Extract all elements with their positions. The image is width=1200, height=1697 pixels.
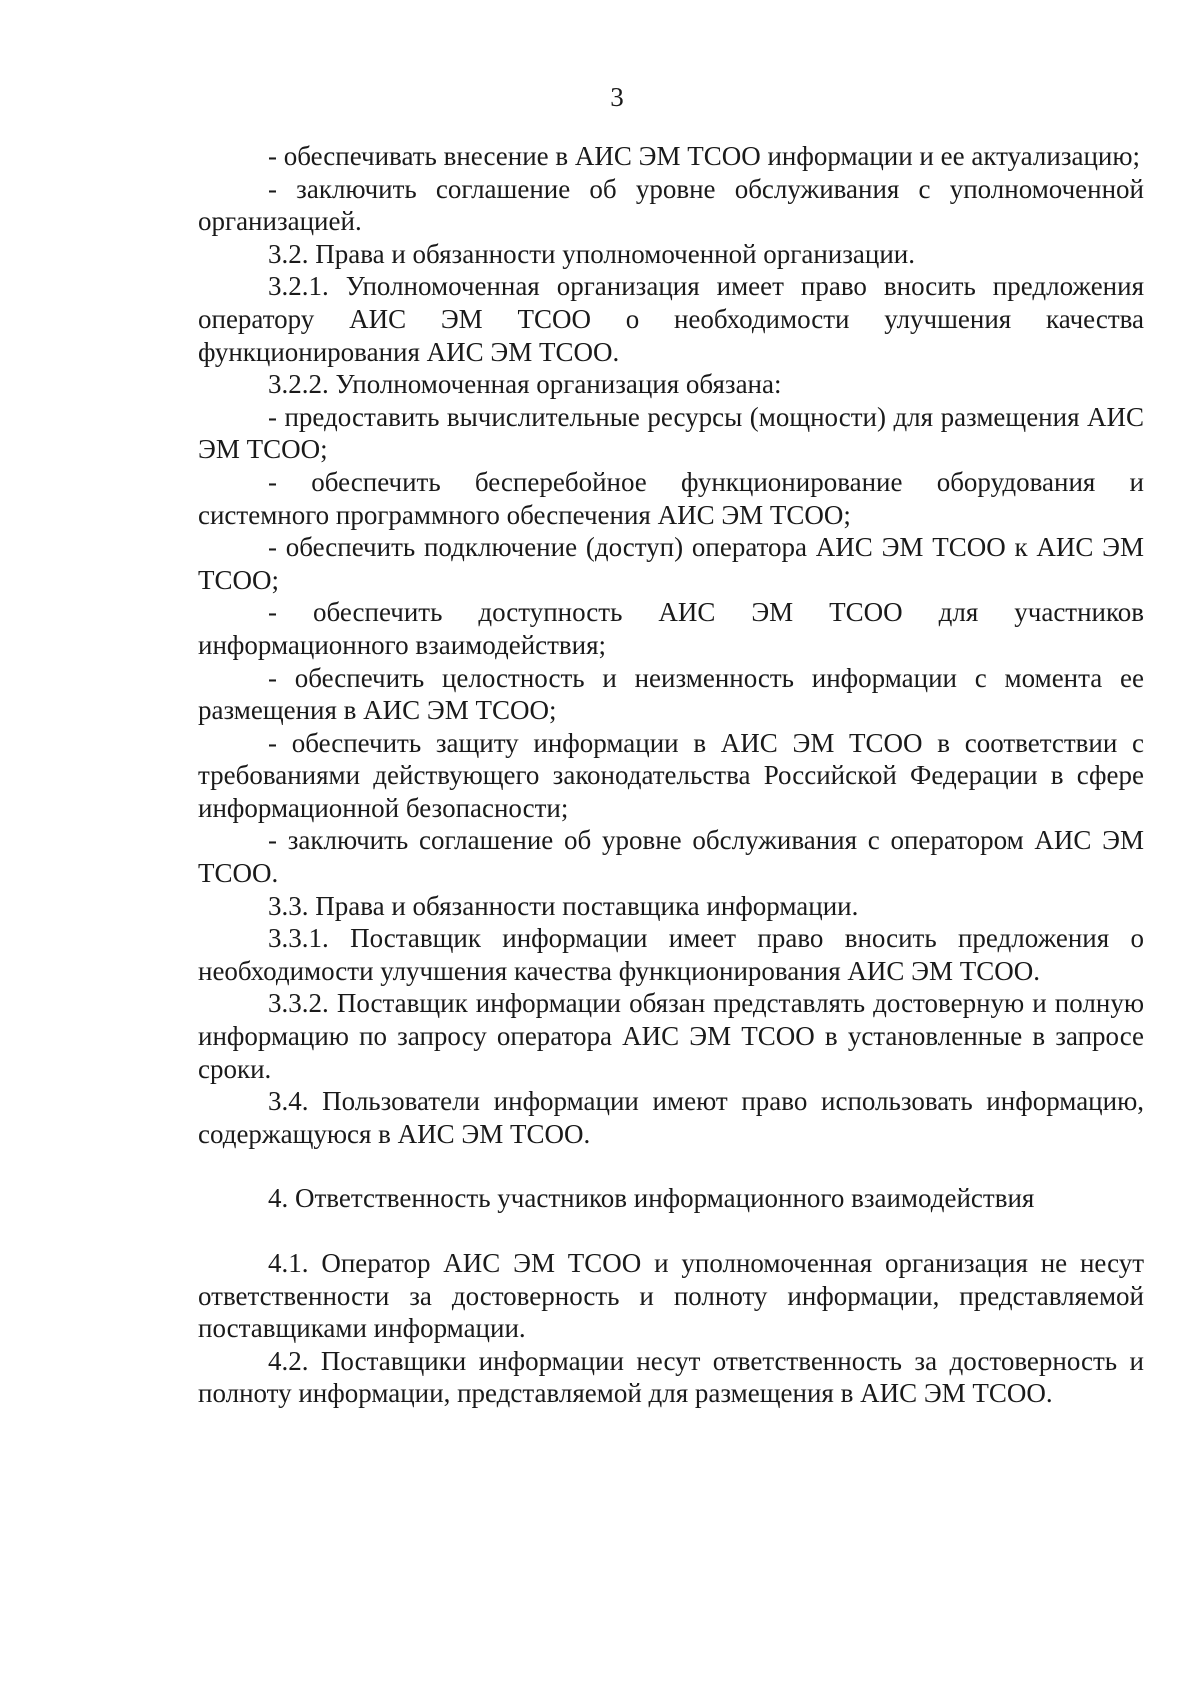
paragraph: 3.3. Права и обязанности поставщика информации. [268, 890, 859, 921]
section-heading: 4. Ответственность участников информационного взаимодействия [268, 1183, 1035, 1214]
paragraph: 4.1. Оператор АИС ЭМ ТСОО и уполномоченная организация не несут ответственности за достоверность и полноту информации, представляемой поставщиками информации. [198, 1248, 1144, 1344]
paragraph: 3.2.2. Уполномоченная организация обязана: [268, 369, 782, 400]
paragraph: 3.4. Пользователи информации имеют право использовать информацию, содержащуюся в АИС ЭМ ТСОО. [198, 1086, 1144, 1149]
paragraph: - обеспечить защиту информации в АИС ЭМ ТСОО в соответствии с требованиями действующего законодательства Российской Федерации в сфере информационной безопасности; [198, 727, 1144, 823]
paragraph: 3.2. Права и обязанности уполномоченной организации. [268, 238, 915, 269]
paragraph: 3.3.2. Поставщик информации обязан представлять достоверную и полную информацию по запросу оператора АИС ЭМ ТСОО в установленные в запросе сроки. [198, 988, 1144, 1084]
paragraph: - обеспечивать внесение в АИС ЭМ ТСОО информации и ее актуализацию; [268, 141, 1141, 171]
paragraph: - заключить соглашение об уровне обслуживания с уполномоченной организацией. [198, 173, 1144, 237]
paragraph: - обеспечить доступность АИС ЭМ ТСОО для участников информационного взаимодействия; [198, 597, 1144, 660]
paragraph: 3.2.1. Уполномоченная организация имеет право вносить предложения оператору АИС ЭМ ТСОО о необходимости улучшения качества функционирования АИС ЭМ ТСОО. [198, 271, 1144, 367]
paragraph: - заключить соглашение об уровне обслуживания с оператором АИС ЭМ ТСОО. [198, 825, 1144, 889]
document-body [198, 140, 1144, 1410]
paragraph: - предоставить вычислительные ресурсы (мощности) для размещения АИС ЭМ ТСОО; [198, 401, 1144, 465]
paragraph: - обеспечить бесперебойное функционирование оборудования и системного программного обеспечения АИС ЭМ ТСОО; [198, 466, 1144, 530]
paragraph: 3.3.1. Поставщик информации имеет право вносить предложения о необходимости улучшения качества функционирования АИС ЭМ ТСОО. [198, 923, 1144, 986]
paragraph: 4.2. Поставщики информации несут ответственность за достоверность и полноту информации, представляемой для размещения в АИС ЭМ ТСОО. [198, 1345, 1144, 1409]
paragraph: - обеспечить подключение (доступ) оператора АИС ЭМ ТСОО к АИС ЭМ ТСОО; [198, 532, 1144, 595]
page-number: 3 [610, 82, 624, 112]
paragraph: - обеспечить целостность и неизменность информации с момента ее размещения в АИС ЭМ ТСОО; [198, 662, 1144, 726]
